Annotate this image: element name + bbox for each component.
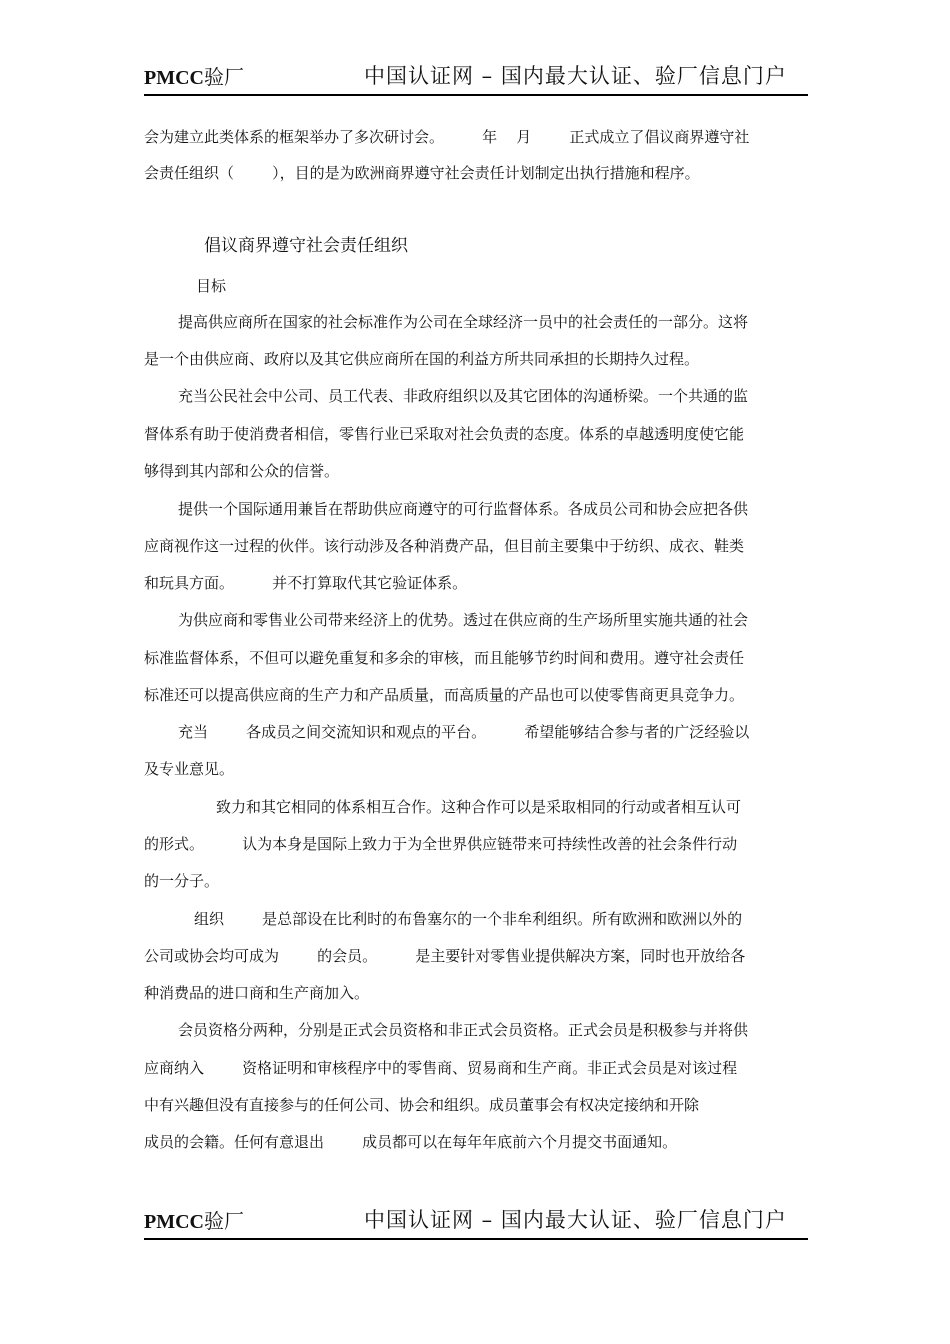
page-header-top <box>144 64 808 96</box>
text-line: 中有兴趣但没有直接参与的任何公司、协会和组织。成员董事会有权决定接纳和开除 <box>144 1096 700 1114</box>
text-line: 提供一个国际通用兼旨在帮助供应商遵守的可行监督体系。各成员公司和协会应把各供 <box>178 500 749 518</box>
text-line: 应商视作这一过程的伙伴。该行动涉及各种消费产品，但目前主要集中于纺织、成衣、鞋类 <box>144 537 745 555</box>
text-line: 种消费品的进口商和生产商加入。 <box>144 984 370 1002</box>
text-line: 够得到其内部和公众的信誉。 <box>144 462 340 480</box>
header-brand <box>144 61 244 90</box>
text-line: 充当 各成员之间交流知识和观点的平台。 希望能够结合参与者的广泛经验以 <box>178 723 750 741</box>
text-line: 为供应商和零售业公司带来经济上的优势。透过在供应商的生产场所里实施共通的社会 <box>178 611 749 629</box>
text-line: 标准还可以提高供应商的生产力和产品质量，而高质量的产品也可以使零售商更具竞争力。 <box>144 686 745 704</box>
page-header-bottom <box>144 1208 808 1240</box>
brand-latin: PMCC <box>144 67 204 89</box>
header-brand <box>144 1205 244 1234</box>
text-line: 组织 是总部设在比利时的布鲁塞尔的一个非牟利组织。所有欧洲和欧洲以外的 <box>194 910 743 928</box>
section-title: 倡议商界遵守社会责任组织 <box>204 236 408 256</box>
brand-cn: 验厂 <box>203 67 244 89</box>
header-site-title: 中国认证网 – 国内最大认证、验厂信息门户 <box>364 1208 787 1232</box>
text-line: 致力和其它相同的体系相互合作。这种合作可以是采取相同的行动或者相互认可 <box>216 798 742 816</box>
text-line: 及专业意见。 <box>144 760 235 778</box>
text-line: 会责任组织（ ），目的是为欧洲商界遵守社会责任计划制定出执行措施和程序。 <box>144 164 700 182</box>
text-line: 的形式。 认为本身是国际上致力于为全世界供应链带来可持续性改善的社会条件行动 <box>144 835 738 853</box>
text-line: 督体系有助于使消费者相信，零售行业已采取对社会负责的态度。体系的卓越透明度使它能 <box>144 425 745 443</box>
text-line: 成员的会籍。任何有意退出 成员都可以在每年年底前六个月提交书面通知。 <box>144 1133 678 1151</box>
text-line: 会为建立此类体系的框架举办了多次研讨会。 年 月 正式成立了倡议商界遵守社 <box>144 128 750 146</box>
header-site-title: 中国认证网 – 国内最大认证、验厂信息门户 <box>364 64 787 88</box>
text-line: 提高供应商所在国家的社会标准作为公司在全球经济一员中的社会责任的一部分。这将 <box>178 313 749 331</box>
brand-latin: PMCC <box>144 1211 204 1233</box>
text-line: 会员资格分两种，分别是正式会员资格和非正式会员资格。正式会员是积极参与并将供 <box>178 1021 749 1039</box>
text-line: 公司或协会均可成为 的会员。 是主要针对零售业提供解决方案，同时也开放给各 <box>144 947 746 965</box>
text-line: 是一个由供应商、政府以及其它供应商所在国的利益方所共同承担的长期持久过程。 <box>144 350 700 368</box>
subsection-heading: 目标 <box>196 277 227 295</box>
text-line: 应商纳入 资格证明和审核程序中的零售商、贸易商和生产商。非正式会员是对该过程 <box>144 1059 738 1077</box>
text-line: 的一分子。 <box>144 872 220 890</box>
brand-cn: 验厂 <box>203 1211 244 1233</box>
text-line: 标准监督体系，不但可以避免重复和多余的审核，而且能够节约时间和费用。遵守社会责任 <box>144 649 745 667</box>
text-line: 充当公民社会中公司、员工代表、非政府组织以及其它团体的沟通桥梁。一个共通的监 <box>178 387 749 405</box>
text-line: 和玩具方面。 并不打算取代其它验证体系。 <box>144 574 468 592</box>
